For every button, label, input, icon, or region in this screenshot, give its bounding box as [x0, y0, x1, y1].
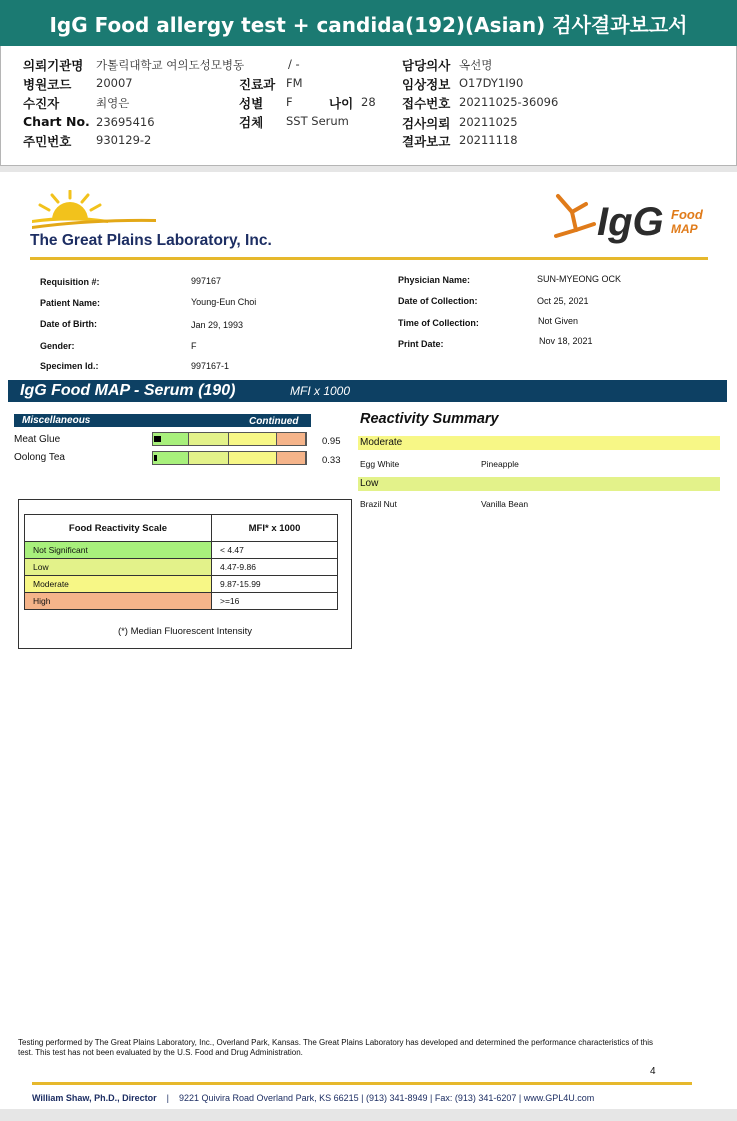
- report-date-value: 20211118: [459, 133, 518, 147]
- bar-segment-high: [277, 433, 306, 445]
- receipt-no-label: 접수번호: [402, 96, 451, 111]
- category-name: Miscellaneous: [22, 415, 91, 426]
- patient-name-label: Patient Name:: [40, 298, 101, 308]
- request-date-label: 검사의뢰: [402, 116, 451, 131]
- scale-label-not-significant: Not Significant: [25, 542, 212, 559]
- specimen-label: 검체: [239, 115, 264, 130]
- footer-divider: [32, 1082, 692, 1085]
- collection-date-label: Date of Collection:: [398, 296, 478, 306]
- reactivity-item: Egg White: [360, 459, 400, 469]
- disclaimer-text: Testing performed by The Great Plains Laboratory, Inc., Overland Park, Kansas. The Great Plains Laboratory has developed and determined the performance characteristics of this test. This test has not been evaluated by the U.S. Food and Drug Administration.: [18, 1038, 653, 1057]
- patient-value: 최영은: [96, 96, 130, 110]
- scale-label-moderate: Moderate: [25, 576, 212, 593]
- page-number: 4: [650, 1066, 656, 1077]
- reactivity-band-label: Moderate: [360, 437, 403, 448]
- lab-address: 9221 Quivira Road Overland Park, KS 66215 | (913) 341-8949 | Fax: (913) 341-6207 | www.GPL4U.com: [179, 1093, 595, 1103]
- doctor-label: 담당의사: [402, 58, 451, 73]
- age-value: 28: [361, 95, 376, 109]
- hospital-code-value: 20007: [96, 76, 133, 90]
- scale-label-low: Low: [25, 559, 212, 576]
- director-name: William Shaw, Ph.D., Director: [32, 1093, 157, 1103]
- scale-footnote: (*) Median Fluorescent Intensity: [117, 626, 253, 637]
- requisition-value: 997167: [191, 276, 222, 286]
- reactivity-summary-title: Reactivity Summary: [360, 411, 499, 427]
- reactivity-band-moderate: [358, 436, 720, 450]
- footer-separator: |: [166, 1093, 169, 1103]
- report-title: IgG Food allergy test + candida(192)(Asian) 검사결과보고서: [0, 0, 737, 46]
- clinical-info-value: O17DY1I90: [459, 76, 524, 90]
- physician-value: SUN-MYEONG OCK: [537, 274, 622, 284]
- institution-extra: / -: [288, 57, 300, 71]
- scale-range: 9.87-15.99: [212, 576, 338, 593]
- section-header: [8, 380, 727, 402]
- doctor-value: 옥선명: [459, 58, 493, 72]
- reactivity-item: Vanilla Bean: [481, 499, 529, 509]
- reactivity-scale-table: [24, 514, 338, 610]
- specimen-value: SST Serum: [286, 114, 349, 128]
- specimen-id-value: 997167-1: [191, 361, 230, 371]
- request-date-value: 20211025: [459, 115, 518, 129]
- scale-header: Food Reactivity Scale: [25, 515, 212, 542]
- reactivity-item: Pineapple: [481, 459, 519, 469]
- food-level-fill: [154, 455, 157, 461]
- dob-label: Date of Birth:: [40, 319, 97, 329]
- dob-value: Jan 29, 1993: [191, 320, 244, 330]
- bar-segment-moderate: [229, 452, 277, 464]
- bar-segment-moderate: [229, 433, 277, 445]
- food-value: 0.95: [322, 436, 341, 447]
- igg-logo-text: IgG: [597, 200, 664, 244]
- food-level-bar: [152, 451, 307, 465]
- chart-no-value: 23695416: [96, 115, 155, 129]
- bar-segment-high: [277, 452, 306, 464]
- sex-label: 성별: [239, 96, 264, 111]
- print-date-value: Nov 18, 2021: [539, 336, 593, 346]
- food-name: Meat Glue: [14, 434, 61, 445]
- requisition-label: Requisition #:: [40, 277, 100, 287]
- physician-label: Physician Name:: [398, 275, 471, 285]
- institution-label: 의뢰기관명: [23, 58, 84, 73]
- igg-logo-food: Food: [671, 207, 703, 222]
- hospital-code-label: 병원코드: [23, 77, 72, 92]
- sun-logo-icon: [30, 190, 160, 232]
- footer-info: [32, 1093, 594, 1103]
- lab-name: The Great Plains Laboratory, Inc.: [30, 232, 272, 249]
- section-unit: MFI x 1000: [290, 384, 351, 398]
- id-no-value: 930129-2: [96, 133, 152, 147]
- institution-value: 가톨릭대학교 여의도성모병동: [96, 58, 245, 72]
- department-label: 진료과: [239, 77, 276, 92]
- reactivity-item: Brazil Nut: [360, 499, 397, 509]
- gender-value: F: [191, 341, 197, 351]
- reactivity-band-low: [358, 477, 720, 491]
- mfi-header: MFI* x 1000: [212, 515, 338, 542]
- gold-divider: [30, 257, 708, 260]
- collection-date-value: Oct 25, 2021: [537, 296, 589, 306]
- collection-time-label: Time of Collection:: [398, 318, 479, 328]
- section-title: IgG Food MAP - Serum (190): [20, 382, 236, 399]
- bar-segment-low: [189, 452, 229, 464]
- collection-time-value: Not Given: [538, 316, 579, 326]
- food-value: 0.33: [322, 455, 341, 466]
- korean-header-panel: [0, 46, 737, 166]
- specimen-id-label: Specimen Id.:: [40, 361, 99, 371]
- id-no-label: 주민번호: [23, 134, 72, 149]
- receipt-no-value: 20211025-36096: [459, 95, 559, 109]
- patient-label: 수진자: [23, 96, 60, 111]
- food-name: Oolong Tea: [14, 452, 65, 463]
- page-bottom-edge: [0, 1109, 737, 1121]
- scale-range: >=16: [212, 593, 338, 610]
- patient-name-value: Young-Eun Choi: [191, 297, 257, 307]
- reactivity-band-label: Low: [360, 478, 379, 489]
- category-continued: Continued: [249, 416, 299, 427]
- bar-segment-not-significant: [153, 452, 189, 464]
- age-label: 나이: [329, 96, 354, 111]
- igg-logo-map: MAP: [671, 222, 698, 236]
- sex-value: F: [286, 95, 293, 109]
- gender-label: Gender:: [40, 341, 75, 351]
- scale-label-high: High: [25, 593, 212, 610]
- category-header: [14, 414, 311, 427]
- scale-range: 4.47-9.86: [212, 559, 338, 576]
- print-date-label: Print Date:: [398, 339, 444, 349]
- report-date-label: 결과보고: [402, 134, 451, 149]
- food-level-fill: [154, 436, 161, 442]
- bar-segment-low: [189, 433, 229, 445]
- reactivity-scale-panel: [18, 499, 352, 649]
- scale-range: < 4.47: [212, 542, 338, 559]
- food-level-bar: [152, 432, 307, 446]
- department-value: FM: [286, 76, 303, 90]
- header-separator: [0, 166, 737, 172]
- clinical-info-label: 임상정보: [402, 77, 451, 92]
- chart-no-label: Chart No.: [23, 114, 90, 129]
